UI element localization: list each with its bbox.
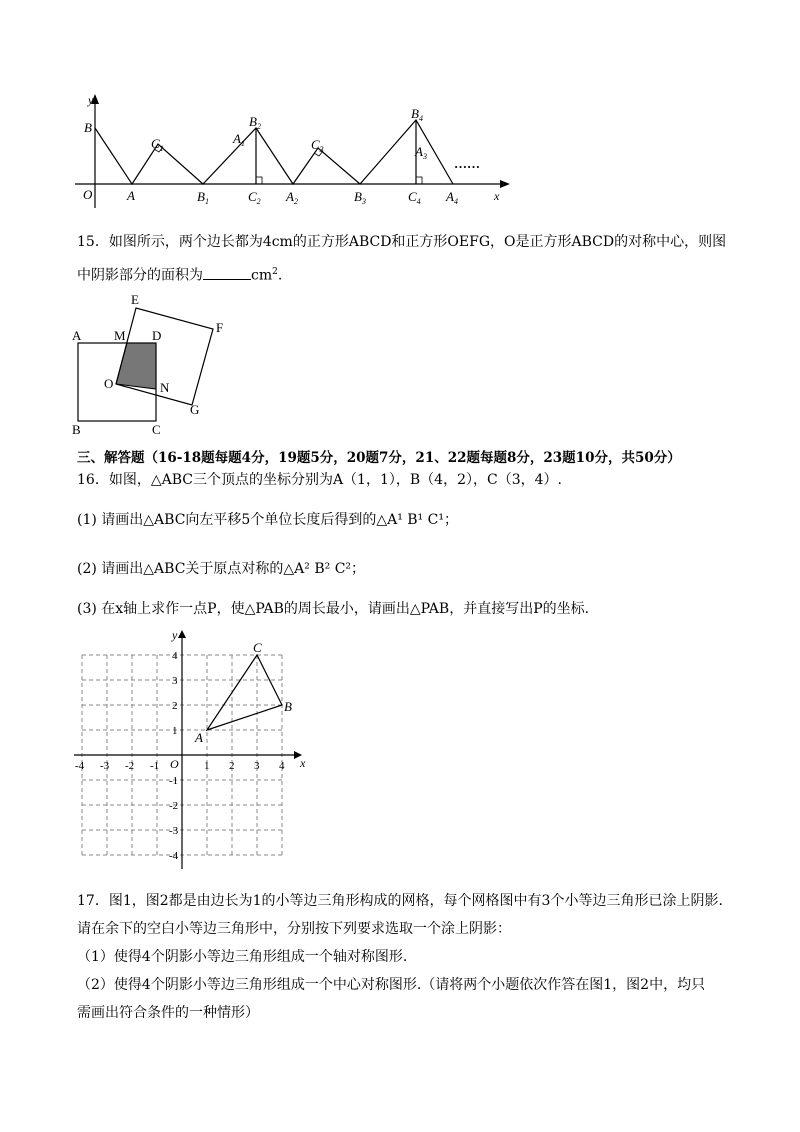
label-C1: $C_1$ [151, 136, 164, 153]
q16-part3: (3) 在x轴上求作一点P，使△PAB的周长最小，请画出△PAB，并直接写出P的坐标. [77, 601, 590, 617]
right-angle-c2 [256, 177, 262, 184]
q15-line2-text: 中阴影部分的面积为 [77, 267, 203, 284]
y-tick: 2 [172, 700, 178, 712]
q16-part1: (1) 请画出△ABC向左平移5个单位长度后得到的△A¹ B¹ C¹； [77, 512, 458, 528]
label-B4: $B_4$ [411, 106, 423, 123]
label-x: x [494, 189, 500, 203]
label-B3: $B_3$ [354, 189, 366, 206]
y-tick: 1 [172, 725, 178, 737]
q15-unit: cm [251, 267, 273, 284]
x-tick: 4 [279, 760, 285, 772]
label-N: N [160, 380, 170, 395]
right-angle-c4 [416, 177, 422, 184]
q15-period: . [277, 267, 283, 284]
x-axis-arrow [500, 180, 510, 188]
label-B1: $B_1$ [197, 189, 209, 206]
y-axis-arrow [178, 630, 186, 638]
q17-line1: 17．图1，图2都是由边长为1的小等边三角形构成的网格，每个网格图中有3个小等边三角形已涂上阴影. [77, 893, 723, 909]
coordinate-grid-figure [70, 625, 320, 875]
squares-figure [68, 288, 238, 438]
axis-x-label: x [300, 756, 306, 770]
q17-line3: （1）使得4个阴影小等边三角形组成一个轴对称图形. [77, 949, 408, 965]
label-O: O [104, 376, 114, 391]
label-A: A [127, 188, 135, 203]
x-tick: 2 [229, 760, 235, 772]
label-C3: $C_3$ [311, 137, 324, 154]
label-A1: $A_1$ [233, 131, 245, 148]
label-A2: $A_2$ [286, 189, 298, 206]
q15-line1: 15．如图所示，两个边长都为4cm的正方形ABCD和正方形OEFG，O是正方形ABCD的对称中心，则图 [77, 234, 727, 250]
label-B2: $B_2$ [249, 114, 261, 131]
label-dots: …… [454, 156, 480, 171]
y-tick: 3 [172, 675, 178, 687]
x-tick: -4 [75, 760, 85, 772]
origin-label: O [170, 757, 179, 771]
point-B-label: B [284, 699, 292, 714]
q16-stem: 16．如图，△ABC三个顶点的坐标分别为A（1，1），B（4，2），C（3，4）. [77, 472, 562, 488]
label-B: B [84, 120, 92, 135]
label-A: A [72, 328, 82, 343]
x-tick: -1 [150, 760, 160, 772]
q17-line4: （2）使得4个阴影小等边三角形组成一个中心对称图形.（请将两个小题依次作答在图1，图2中，均只 [77, 977, 706, 993]
zigzag-line [95, 120, 453, 184]
q17-line2: 请在余下的空白小等边三角形中，分别按下列要求选取一个涂上阴影： [77, 921, 511, 937]
y-tick: 4 [172, 650, 178, 662]
y-tick: -3 [169, 825, 179, 837]
label-E: E [131, 292, 139, 307]
point-C-label: C [253, 640, 262, 655]
triangle-abc [207, 655, 282, 730]
zigzag-figure [70, 88, 520, 213]
y-tick: -1 [169, 775, 179, 787]
x-tick: -3 [100, 760, 110, 772]
label-F: F [216, 320, 224, 335]
answer-blank[interactable] [203, 265, 251, 280]
label-B: B [72, 422, 81, 437]
y-tick: -2 [169, 800, 179, 812]
x-tick: -2 [125, 760, 135, 772]
x-tick: 1 [204, 760, 210, 772]
label-A4: $A_4$ [446, 189, 458, 206]
label-G: G [190, 402, 200, 417]
label-O: O [83, 187, 93, 202]
label-D: D [152, 328, 162, 343]
label-C: C [152, 422, 161, 437]
section3-heading: 三、解答题（16-18题每题4分，19题5分，20题7分，21、22题每题8分，23题10分，共50分） [77, 450, 681, 466]
axis-y-label: y [172, 628, 178, 642]
q17-line5: 需画出符合条件的一种情形） [77, 1005, 259, 1021]
label-C2: $C_2$ [248, 189, 261, 206]
point-A-label: A [195, 730, 203, 745]
label-M: M [114, 328, 126, 343]
y-tick: -4 [169, 850, 179, 862]
label-y: y [88, 93, 94, 107]
q15-line2 [77, 262, 282, 286]
label-A3: $A_3$ [415, 144, 427, 161]
q15-unit-sup: 2 [272, 267, 278, 277]
label-C4: $C_4$ [408, 189, 421, 206]
shaded-region [116, 343, 156, 389]
q16-part2: (2) 请画出△ABC关于原点对称的△A² B² C²； [77, 561, 366, 577]
x-tick: 3 [254, 760, 260, 772]
